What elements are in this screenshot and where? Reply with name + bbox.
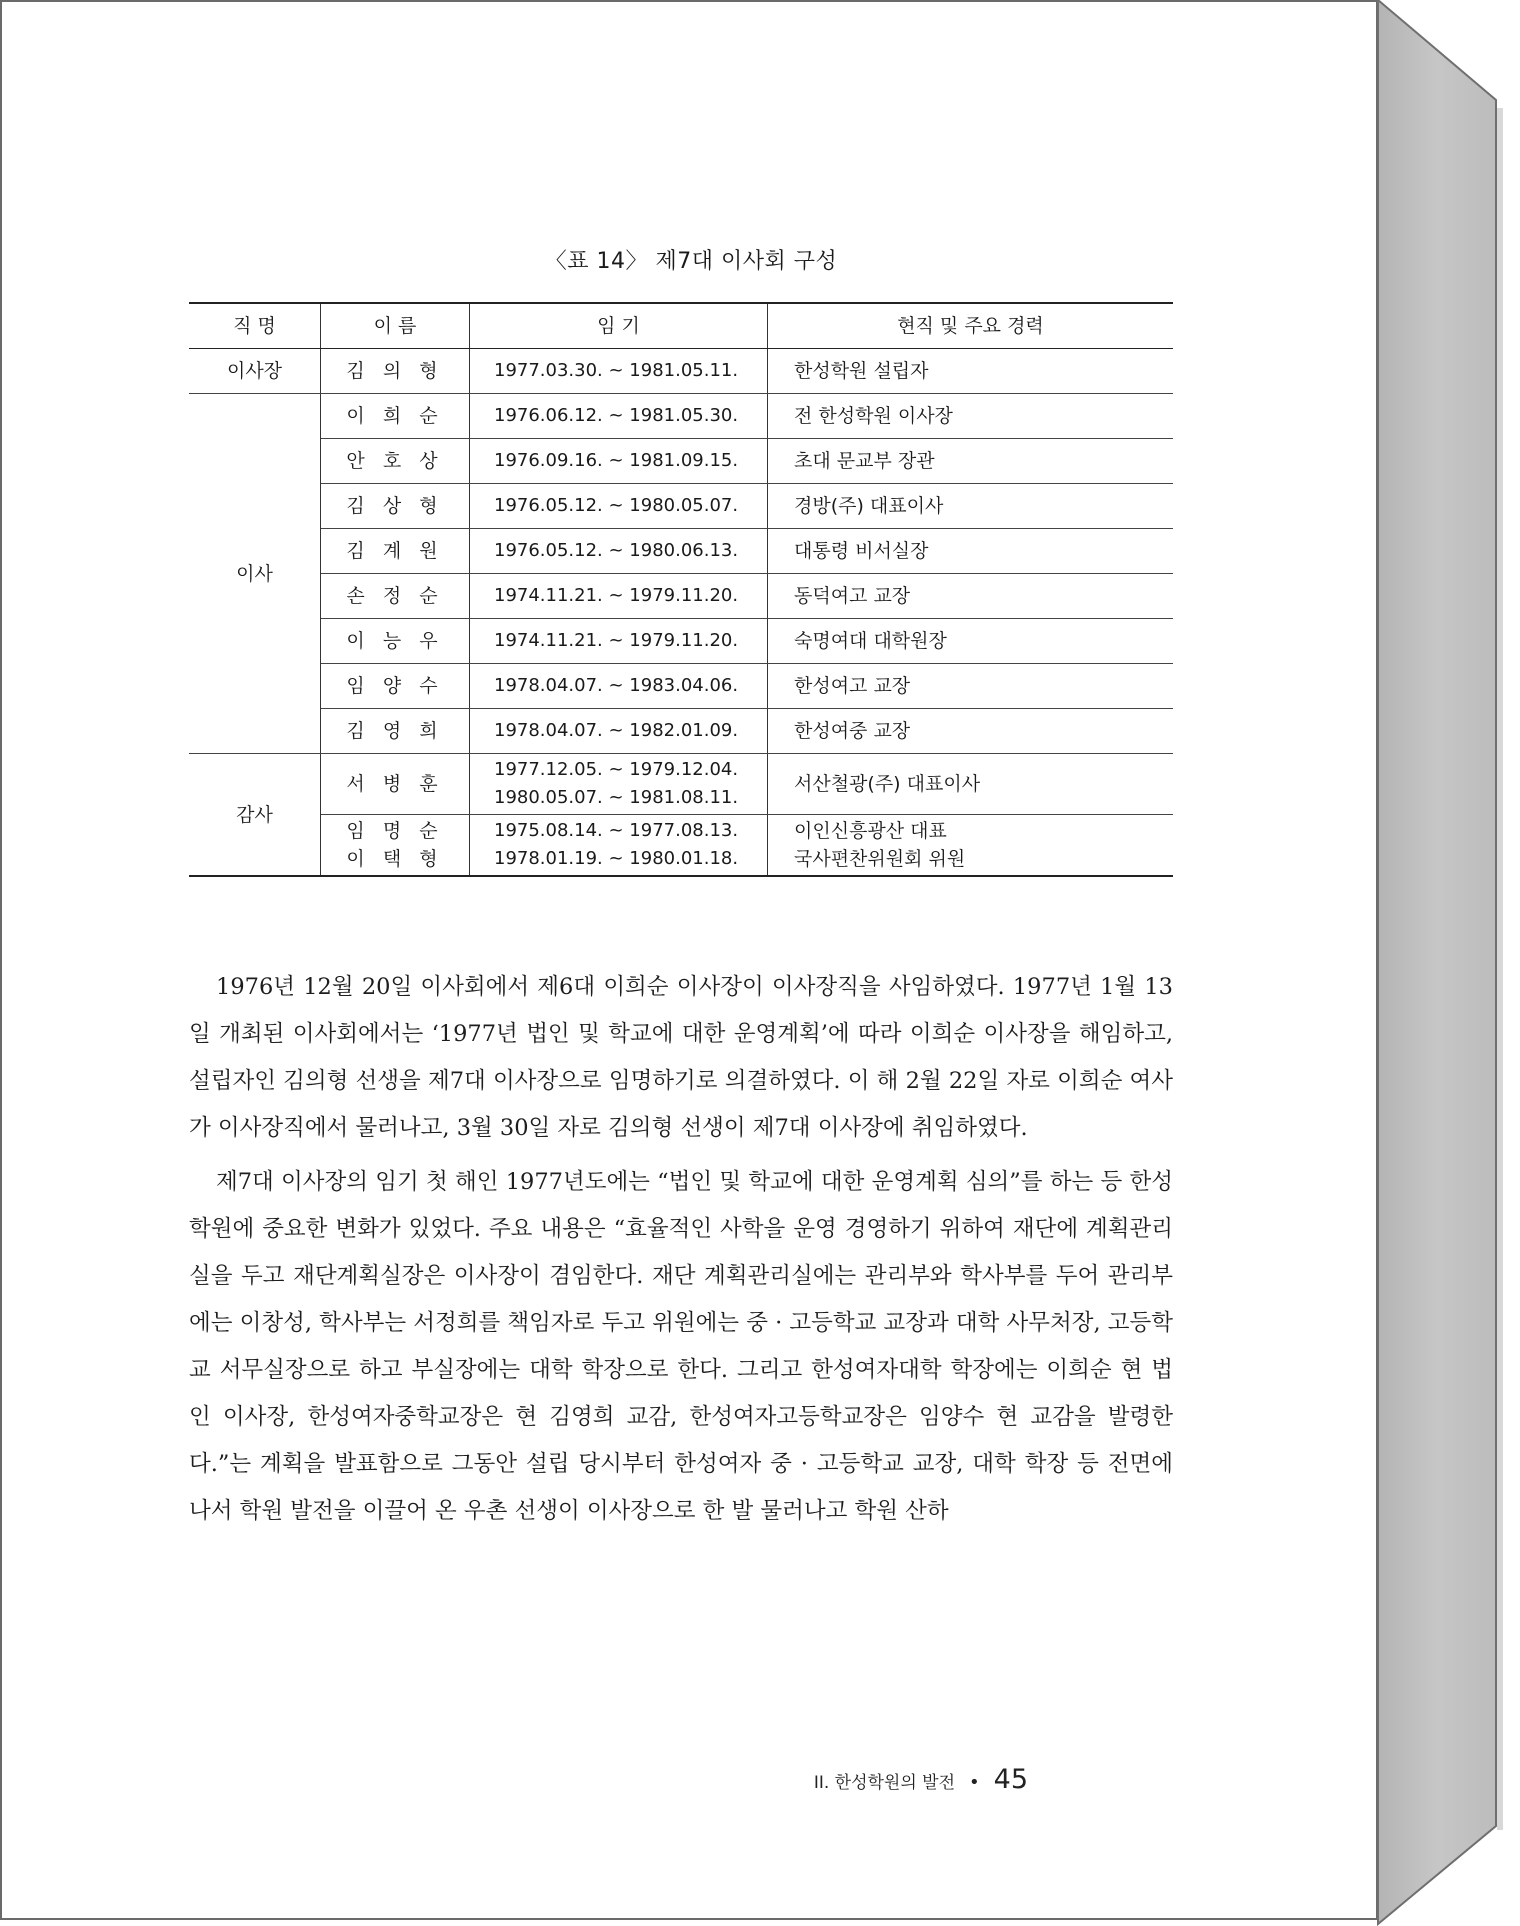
name-cell: 안 호 상	[321, 439, 470, 484]
name-cell: 김 계 원	[321, 529, 470, 574]
footer-bullet: •	[969, 1772, 980, 1793]
career-cell: 한성여중 교장	[768, 709, 1174, 754]
career-cell: 한성여고 교장	[768, 664, 1174, 709]
page-number: 45	[993, 1764, 1028, 1795]
position-cell-auditor: 감사	[189, 754, 321, 877]
term-cell	[470, 754, 768, 815]
name-cell: 서 병 훈	[321, 754, 470, 815]
career-cell: 한성학원 설립자	[768, 349, 1174, 394]
term-cell: 1976.09.16. ~ 1981.09.15.	[470, 439, 768, 484]
table-row	[189, 709, 1173, 754]
table-row-chairman	[189, 349, 1173, 394]
term-cell: 1978.04.07. ~ 1982.01.09.	[470, 709, 768, 754]
name-cell: 김 의 형	[321, 349, 470, 394]
position-cell: 이사장	[189, 349, 321, 394]
board-members-table	[189, 302, 1173, 877]
table-row	[189, 439, 1173, 484]
table-row	[189, 619, 1173, 664]
table-row	[189, 394, 1173, 439]
name-cell: 손 정 순	[321, 574, 470, 619]
table-caption: 〈표 14〉 제7대 이사회 구성	[544, 249, 838, 274]
career-cell: 초대 문교부 장관	[768, 439, 1174, 484]
career-cell	[768, 815, 1174, 877]
paragraph: 제7대 이사장의 임기 첫 해인 1977년도에는 “법인 및 학교에 대한 운영계획 심의”를 하는 등 한성학원에 중요한 변화가 있었다. 주요 내용은 “효율적인 사학을 운영 경영하기 위하여 재단에 계획관리실을 두고 재단계획실장은 이사장이 겸임한다. 재단 계획관리실에는 관리부와 학사부를 두어 관리부에는 이창성, 학사부는 서정희를 책임자로 두고 위원에는 중 · 고등학교 교장과 대학 사무처장, 고등학교 서무실장으로 하고 부실장에는 대학 학장으로 한다. 그리고 한성여자대학 학장에는 이희순 현 법인 이사장, 한성여자중학교장은 현 김영희 교감, 한성여자고등학교장은 임양수 현 교감을 발령한다.”는 계획을 발표함으로 그동안 설립 당시부터 한성여자 중 · 고등학교 교장, 대학 학장 등 전면에 나서 학원 발전을 이끌어 온 우촌 선생이 이사장으로 한 발 물러나고 학원 산하	[189, 1169, 1173, 1524]
name-line: 임 명 순	[346, 820, 444, 842]
term-cell: 1978.04.07. ~ 1983.04.06.	[470, 664, 768, 709]
page-footer	[814, 1764, 1028, 1795]
term-cell: 1976.06.12. ~ 1981.05.30.	[470, 394, 768, 439]
name-cell: 김 상 형	[321, 484, 470, 529]
header-name: 이 름	[321, 303, 470, 349]
term-cell: 1976.05.12. ~ 1980.05.07.	[470, 484, 768, 529]
table-header-row	[189, 303, 1173, 349]
term-cell: 1977.03.30. ~ 1981.05.11.	[470, 349, 768, 394]
term-line: 1980.05.07. ~ 1981.08.11.	[494, 787, 739, 808]
name-cell	[321, 815, 470, 877]
table-row	[189, 754, 1173, 815]
name-cell: 이 희 순	[321, 394, 470, 439]
position-cell-director: 이사	[189, 394, 321, 754]
career-cell: 서산철광(주) 대표이사	[768, 754, 1174, 815]
term-line: 1975.08.14. ~ 1977.08.13.	[494, 820, 739, 841]
header-term: 임 기	[470, 303, 768, 349]
career-cell: 숙명여대 대학원장	[768, 619, 1174, 664]
term-cell: 1976.05.12. ~ 1980.06.13.	[470, 529, 768, 574]
career-cell: 전 한성학원 이사장	[768, 394, 1174, 439]
table-row	[189, 529, 1173, 574]
running-header-section: II. 한성학원의 발전	[813, 1773, 956, 1793]
header-career: 현직 및 주요 경력	[768, 303, 1174, 349]
name-cell: 이 능 우	[321, 619, 470, 664]
header-position: 직 명	[189, 303, 321, 349]
career-cell: 대통령 비서실장	[768, 529, 1174, 574]
term-cell	[470, 815, 768, 877]
career-line: 이인신흥광산 대표	[794, 820, 947, 842]
body-text	[189, 964, 1173, 1542]
name-line: 이 택 형	[346, 848, 444, 870]
table-row	[189, 484, 1173, 529]
term-cell: 1974.11.21. ~ 1979.11.20.	[470, 619, 768, 664]
term-line: 1978.01.19. ~ 1980.01.18.	[494, 848, 739, 869]
career-cell: 동덕여고 교장	[768, 574, 1174, 619]
career-line: 국사편찬위원회 위원	[794, 848, 966, 870]
table-row	[189, 815, 1173, 877]
term-cell: 1974.11.21. ~ 1979.11.20.	[470, 574, 768, 619]
term-line: 1977.12.05. ~ 1979.12.04.	[494, 759, 739, 780]
career-cell: 경방(주) 대표이사	[768, 484, 1174, 529]
name-cell: 김 영 희	[321, 709, 470, 754]
paragraph: 1976년 12월 20일 이사회에서 제6대 이희순 이사장이 이사장직을 사임하였다. 1977년 1월 13일 개최된 이사회에서는 ‘1977년 법인 및 학교에 대한 운영계획’에 따라 이희순 이사장을 해임하고, 설립자인 김의형 선생을 제7대 이사장으로 임명하기로 의결하였다. 이 해 2월 22일 자로 이희순 여사가 이사장직에서 물러나고, 3월 30일 자로 김의형 선생이 제7대 이사장에 취임하였다.	[189, 974, 1173, 1141]
table-row	[189, 664, 1173, 709]
name-cell: 임 양 수	[321, 664, 470, 709]
table-row	[189, 574, 1173, 619]
